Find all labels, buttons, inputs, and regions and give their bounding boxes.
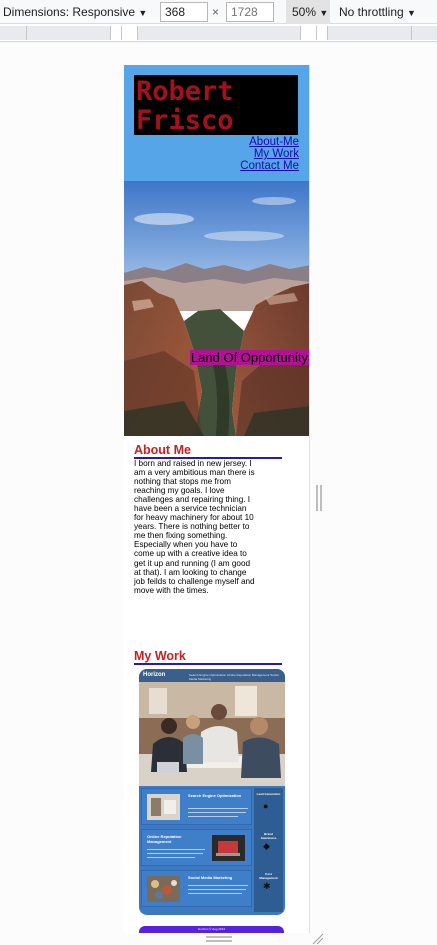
nav-link-about[interactable]: About-Me [249,136,299,148]
throttling-dropdown[interactable] [339,5,416,19]
zoom-dropdown[interactable] [286,0,330,24]
work-screenshot-logo: Horizon [143,672,166,678]
ruler-tick [316,26,317,40]
rendered-page [124,65,310,933]
dimensions-label: Dimensions: Responsive [3,5,136,19]
text-line [188,889,246,890]
text-line [147,853,203,854]
device-viewport-area [0,43,437,945]
about-text: I born and raised in new jersey. I am a very ambitious man there is nothing that stops me from reaching my goals. I love challenges and repairing thing. I have been a service technician for heavy machinery for about 10 years. There is nothing better to me then fixing something. Especially when you have to come up with a creative idea to get it up and running (I am good at that). I am looking to change job feilds to challenge myself and move with the times. [134,459,255,595]
work-card-reputation [141,829,252,866]
office-team-photo [139,682,285,786]
ruler-tick [137,26,138,40]
card-title: Online Reputation Management [147,834,182,844]
work-screenshot-sidebar [254,788,283,912]
seo-thumb [147,794,180,820]
social-thumb [147,876,180,902]
sidebar-title: Lead Generation [256,792,281,796]
work-screenshot-links: Search Engine Optimization Online Reputation Management Social Media Marketing [189,673,279,681]
work-card-seo [141,788,252,825]
megaphone-icon: ◆ [263,841,270,851]
throttling-label: No throttling [339,5,404,19]
devtools-toolbar [0,0,437,24]
nav-link-work[interactable]: My Work [253,148,299,160]
gear-icon: ✱ [263,881,271,891]
sidebar-title: Brand Awareness [260,832,277,840]
lightbulb-icon: ● [263,801,269,811]
canyon-photo [124,181,310,436]
chevron-down-icon: ▼ [138,8,148,18]
nav-link-contact[interactable]: Contact Me [240,160,299,172]
ruler-tick [300,26,301,40]
work-heading: My Work [134,649,282,665]
zoom-label: 50% [292,5,317,19]
work-card-social [141,870,252,907]
ruler-tick [26,26,27,40]
work-screenshot-footer: Horizon © Aug 2014 [139,926,284,933]
work-screenshot-nav [139,669,285,682]
text-line [147,857,195,858]
hero-image [124,181,310,436]
width-input[interactable] [160,2,208,22]
media-query-segment[interactable] [137,26,300,40]
laptop-thumb [212,835,245,861]
media-query-segment[interactable] [327,26,437,40]
ruler-tick [121,26,122,40]
text-line [188,885,248,886]
site-header [124,65,310,181]
resize-corner-icon[interactable] [312,933,324,945]
text-line [188,893,242,894]
media-query-bar[interactable] [0,24,437,42]
text-line [147,849,205,850]
card-title: Social Media Marketing [188,875,233,880]
hero-caption: Land Of Opportunity [190,350,308,365]
chevron-down-icon: ▼ [407,8,416,18]
site-title: Robert Frisco [134,75,298,135]
dimensions-dropdown[interactable] [3,5,147,19]
times-symbol: × [212,5,220,19]
work-screenshot[interactable] [139,669,285,915]
resize-handle-bottom[interactable] [206,936,232,942]
sidebar-title: Cost Management [259,872,278,880]
height-input[interactable] [226,2,274,22]
text-line [188,816,238,817]
ruler-tick [110,26,111,40]
text-line [188,812,246,813]
resize-handle-right[interactable] [316,485,322,511]
ruler-tick [411,26,412,40]
chevron-down-icon: ▼ [319,8,329,18]
text-line [188,808,248,809]
card-title: Search Engine Optimization [188,793,242,798]
ruler-tick [327,26,328,40]
site-nav [240,136,299,172]
media-query-segment[interactable] [0,26,110,40]
about-heading: About Me [134,443,282,459]
